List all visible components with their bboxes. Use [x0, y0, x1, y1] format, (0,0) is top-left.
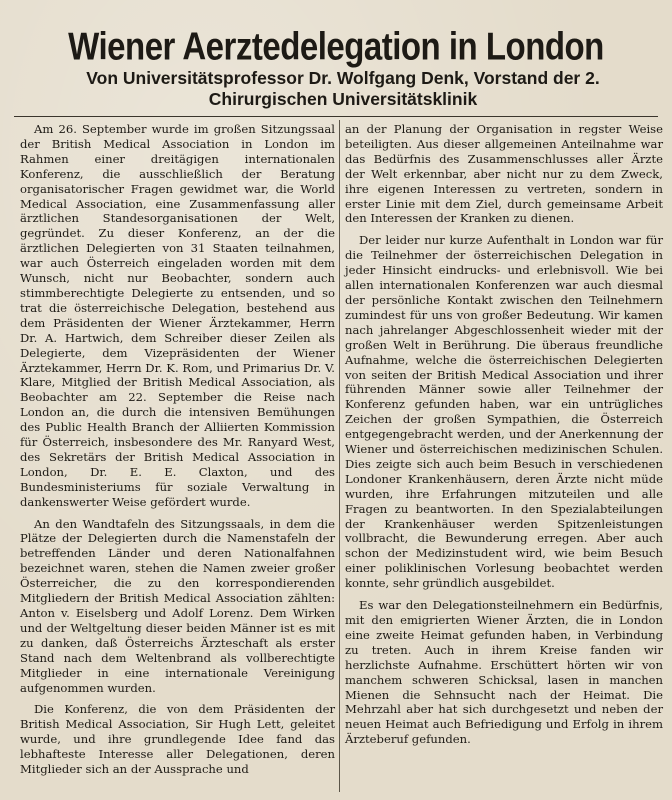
article-headline: Wiener Aerztedelegation in London [68, 24, 604, 68]
article-subheadline: Von Universitätsprofessor Dr. Wolfgang Denk, Vorstand der 2. Chirurgischen Universitätsklinik [86, 68, 600, 109]
right-column [345, 122, 663, 754]
paragraph: Der leider nur kurze Aufenthalt in London war für die Teilnehmer der österreichischen Delegation in jeder Hinsicht eindrucks- und erlebnisvoll. Wie bei allen internationalen Konferenzen war auch diesmal der persönliche Kontakt zwischen den Teilnehmern zumindest für uns von großer Bedeutung. Wir kamen nach jahrelanger Abgeschlossenheit wieder mit der großen Welt in Berührung. Die überaus freundliche Aufnahme, welche die österreichischen Delegierten von seiten der British Medical Association und ihrer führenden Männer sowie aller Teilnehmer der Konferenz gefunden haben, war ein untrügliches Zeichen der großen Sympathien, die Österreich entgegengebracht werden, und der Anerkennung der Wiener und österreichischen medizinischen Schulen. Dies zeigte sich auch beim Besuch in verschiedenen Londoner Krankenhäusern, deren Ärzte nicht müde wurden, ihre Erfahrungen mitzuteilen und alle Fragen zu beantworten. In den Spezialabteilungen der Krankenhäuser werden Spitzenleistungen vollbracht, die Bewunderung erregen. Aber auch schon der Medizinstudent wird, wie beim Besuch einer poliklinischen Vorlesung beobachtet werden konnte, sehr gründlich ausgebildet. [345, 233, 663, 591]
paragraph: Die Konferenz, die von dem Präsidenten der British Medical Association, Sir Hugh Lett, geleitet wurde, und ihre grundlegende Idee fand das lebhafteste Interesse aller Delegationen, deren Mitglieder sich an der Aussprache und [20, 702, 335, 777]
headline-rule [14, 116, 658, 117]
paragraph: Es war den Delegationsteilnehmern ein Bedürfnis, mit den emigrierten Wiener Ärzten, die in London eine zweite Heimat gefunden haben, in Verbindung zu treten. Auch in ihrem Kreise fanden wir herzlichste Aufnahme. Erschüttert hörten wir von manchem schweren Schicksal, lasen in manchen Mienen die Sehnsucht nach der Heimat. Die Mehrzahl aber hat sich durchgesetzt und neben der neuen Heimat auch Befriedigung und Erfolg in ihrem Ärzteberuf gefunden. [345, 598, 663, 747]
left-column [20, 122, 335, 784]
paragraph: Am 26. September wurde im großen Sitzungssaal der British Medical Association in London im Rahmen einer dreitägigen internationalen Konferenz, die ausschließlich der Beratung organisatorischer Fragen gewidmet war, die World Medical Association, eine Zusammenfassung aller ärztlichen Standesorganisationen der Welt, gegründet. Zu dieser Konferenz, an der die ärztlichen Delegierten von 31 Staaten teilnahmen, war auch Österreich eingeladen worden mit dem Wunsch, nicht nur Beobachter, sondern auch stimmberechtigte Delegierte zu entsenden, und so trat die österreichische Delegation, bestehend aus dem Präsidenten der Wiener Ärztekammer, Herrn Dr. A. Hartwich, dem Schreiber dieser Zeilen als Delegierte, dem Vizepräsidenten der Wiener Ärztekammer, Herrn Dr. K. Rom, und Primarius Dr. V. Klare, Mitglied der British Medical Association, als Beobachter am 22. September die Reise nach London an, die durch die intensiven Bemühungen des Public Health Branch der Alliierten Kommission für Österreich, insbesondere des Mr. Ranyard West, des Sekretärs der British Medical Association in London, Dr. E. E. Claxton, und des Bundesministeriums für soziale Verwaltung in dankenswerter Weise gefördert wurde. [20, 122, 335, 509]
paragraph: an der Planung der Organisation in regster Weise beteiligten. Aus dieser allgemeinen Anteilnahme war das Bedürfnis des Zusammenschlusses aller Ärzte der Welt erkennbar, aber nicht nur zu dem Zweck, ihre eigenen Interessen zu vertreten, sondern in erster Linie mit dem Ziel, durch gemeinsame Arbeit den Interessen der Kranken zu dienen. [345, 122, 663, 226]
paragraph: An den Wandtafeln des Sitzungssaals, in dem die Plätze der Delegierten durch die Namenstafeln der betreffenden Länder und deren Nationalfahnen bezeichnet waren, stehen die Namen zweier großer Österreicher, die zu den korrespondierenden Mitgliedern der British Medical Association zählten: Anton v. Eiselsberg und Adolf Lorenz. Dem Wirken und der Weltgeltung dieser beiden Männer ist es mit zu danken, daß Österreichs Ärzteschaft als erster Stand nach dem Weltenbrand als vollberechtigte Mitglieder in eine internationale Vereinigung aufgenommen wurden. [20, 516, 335, 695]
column-divider [339, 120, 340, 792]
